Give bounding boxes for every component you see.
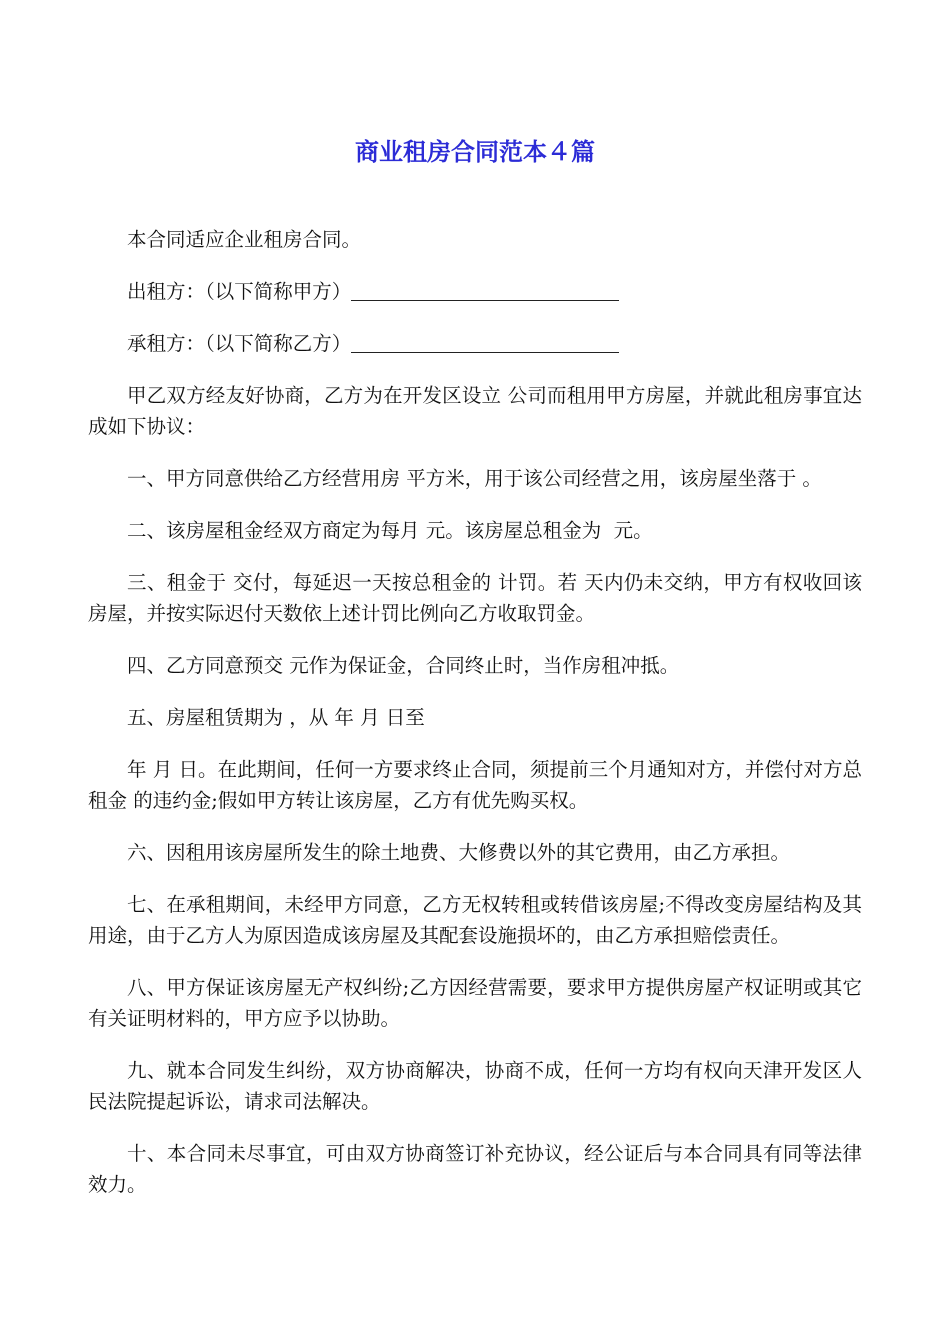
clause-9: 九、就本合同发生纠纷，双方协商解决，协商不成，任何一方均有权向天津开发区人民法院提起诉讼，请求司法解决。 — [88, 1059, 862, 1113]
document-title: 商业租房合同范本４篇 — [355, 138, 595, 166]
clause-8: 八、甲方保证该房屋无产权纠纷;乙方因经营需要，要求甲方提供房屋产权证明或其它有关证明材料的，甲方应予以协助。 — [88, 976, 862, 1030]
lessor-label: 出租方：（以下简称甲方） — [127, 280, 352, 303]
clause-3: 三、租金于 交付，每延迟一天按总租金的 计罚。若 天内仍未交纳，甲方有权收回该房屋，并按实际迟付天数依上述计罚比例向乙方收取罚金。 — [88, 571, 862, 625]
clause-2: 二、该房屋租金经双方商定为每月 元。该房屋总租金为 元。 — [127, 519, 653, 542]
document-body — [88, 224, 862, 1221]
paragraph-lessor — [88, 276, 862, 307]
clause-6: 六、因租用该房屋所发生的除土地费、大修费以外的其它费用，由乙方承担。 — [127, 841, 791, 864]
paragraph-intro: 本合同适应企业租房合同。 — [127, 228, 362, 251]
clause-10: 十、本合同未尽事宜，可由双方协商签订补充协议，经公证后与本合同具有同等法律效力。 — [88, 1142, 862, 1196]
lessee-label: 承租方：（以下简称乙方） — [127, 332, 352, 355]
paragraph-lessee — [88, 328, 862, 359]
clause-7: 七、在承租期间，未经甲方同意，乙方无权转租或转借该房屋;不得改变房屋结构及其用途，由于乙方人为原因造成该房屋及其配套设施损坏的，由乙方承担赔偿责任。 — [88, 893, 862, 947]
clause-1: 一、甲方同意供给乙方经营用房 平方米，用于该公司经营之用，该房屋坐落于 。 — [127, 467, 822, 490]
clause-5: 五、房屋租赁期为 ，从 年 月 日至 — [127, 706, 425, 729]
lessor-blank-line — [351, 281, 619, 302]
clause-4: 四、乙方同意预交 元作为保证金，合同终止时，当作房租冲抵。 — [127, 654, 680, 677]
clause-5-continued: 年 月 日。在此期间，任何一方要求终止合同，须提前三个月通知对方，并偿付对方总租金 的违约金;假如甲方转让该房屋，乙方有优先购买权。 — [88, 758, 862, 812]
paragraph-preamble: 甲乙双方经友好协商，乙方为在开发区设立 公司而租用甲方房屋，并就此租房事宜达成如下协议： — [88, 384, 862, 438]
lessee-blank-line — [351, 333, 619, 354]
